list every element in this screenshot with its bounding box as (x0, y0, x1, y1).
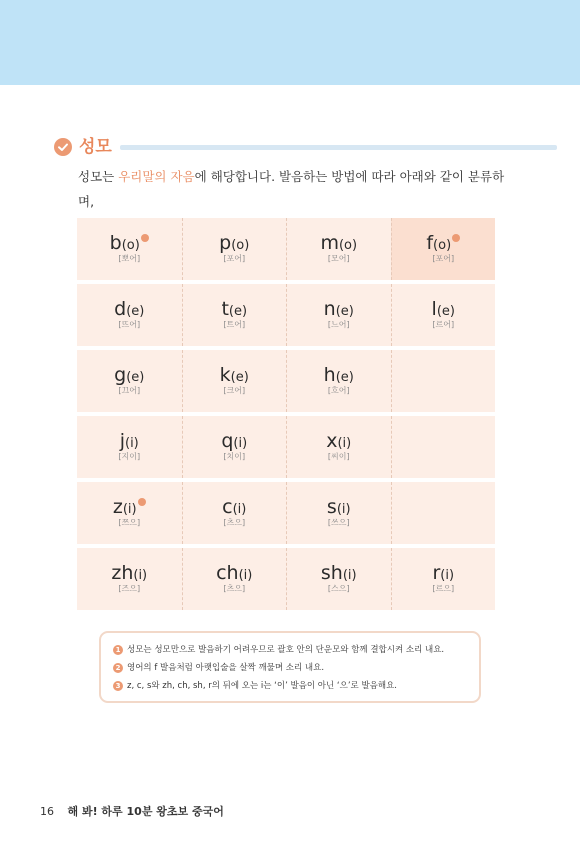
note-text: 영어의 f 발음처럼 아랫입술을 살짝 깨물며 소리 내요. (127, 663, 325, 673)
initial-letter: q (221, 430, 234, 452)
final-vowel: (i) (342, 568, 357, 583)
intro-highlight: 우리말의 자음 (118, 169, 195, 184)
table-row (77, 284, 495, 346)
final-vowel: (o) (433, 238, 452, 253)
note-number-badge: 1 (113, 645, 123, 655)
initial-cell-sh (286, 548, 391, 610)
final-vowel: (i) (238, 568, 253, 583)
initial-letter: x (326, 430, 338, 452)
final-vowel: (i) (336, 502, 351, 517)
initial-cell-f (391, 218, 496, 280)
korean-pronunciation: [포어] (223, 254, 246, 263)
intro-text-pre: 성모는 (78, 169, 119, 184)
final-vowel: (o) (121, 238, 140, 253)
empty-cell (391, 416, 496, 478)
title-rule (120, 145, 557, 150)
korean-pronunciation: [치이] (223, 452, 246, 461)
korean-pronunciation: [포어] (432, 254, 455, 263)
initial-cell-d (77, 284, 182, 346)
initial-cell-k (182, 350, 287, 412)
korean-pronunciation: [모어] (327, 254, 350, 263)
initial-cell-j (77, 416, 182, 478)
initial-letter: ch (216, 562, 239, 584)
table-row (77, 218, 495, 280)
initial-letter: j (119, 430, 125, 452)
check-circle-icon (54, 138, 72, 156)
korean-pronunciation: [씨이] (327, 452, 350, 461)
initial-letter: s (326, 496, 337, 518)
korean-pronunciation: [즈으] (118, 584, 141, 593)
intro-line-1 (78, 164, 508, 214)
final-vowel: (o) (338, 238, 358, 253)
footnote-marker-icon (141, 234, 149, 242)
korean-pronunciation: [츠으] (223, 518, 246, 527)
initial-cell-h (286, 350, 391, 412)
final-vowel: (i) (232, 502, 247, 517)
intro-text-post: 에 해당합니다. 발음하는 방법에 따라 아래와 같이 분류하며, (78, 169, 505, 209)
initial-cell-t (182, 284, 287, 346)
section-header (54, 136, 514, 158)
page-footer (40, 803, 224, 819)
final-vowel: (i) (337, 436, 352, 451)
empty-cell (391, 350, 496, 412)
initials-table (77, 218, 495, 614)
initial-letter: c (222, 496, 233, 518)
initial-cell-l (391, 284, 496, 346)
initial-letter: d (114, 298, 127, 320)
initial-cell-s (286, 482, 391, 544)
korean-pronunciation: [스으] (327, 584, 350, 593)
initial-cell-x (286, 416, 391, 478)
korean-pronunciation: [츠으] (223, 584, 246, 593)
korean-pronunciation: [쯔으] (118, 518, 141, 527)
final-vowel: (i) (440, 568, 455, 583)
korean-pronunciation: [뽀어] (118, 254, 141, 263)
initial-letter: l (431, 298, 437, 320)
footnote-marker-icon (452, 234, 460, 242)
initial-letter: b (109, 232, 122, 254)
korean-pronunciation: [끄어] (118, 386, 141, 395)
page-number: 16 (40, 805, 54, 818)
table-row (77, 416, 495, 478)
final-vowel: (e) (126, 304, 145, 319)
korean-pronunciation: [뜨어] (118, 320, 141, 329)
korean-pronunciation: [쓰으] (327, 518, 350, 527)
initial-cell-n (286, 284, 391, 346)
initial-cell-g (77, 350, 182, 412)
table-row (77, 350, 495, 412)
initial-cell-m (286, 218, 391, 280)
initial-letter: sh (320, 562, 343, 584)
initial-cell-ch (182, 548, 287, 610)
initial-cell-c (182, 482, 287, 544)
initial-letter: h (323, 364, 336, 386)
korean-pronunciation: [르으] (432, 584, 455, 593)
initial-letter: m (320, 232, 339, 254)
note-number-badge: 3 (113, 681, 123, 691)
final-vowel: (o) (231, 238, 250, 253)
initial-letter: zh (111, 562, 134, 584)
note-text: 성모는 성모만으로 발음하기 어려우므로 괄호 안의 단운모와 함께 결합시켜 소리 내요. (127, 645, 445, 655)
final-vowel: (i) (125, 436, 139, 451)
initial-letter: k (219, 364, 231, 386)
final-vowel: (e) (228, 304, 248, 319)
final-vowel: (e) (436, 304, 455, 319)
initial-cell-zh (77, 548, 182, 610)
korean-pronunciation: [트어] (223, 320, 246, 329)
initial-cell-q (182, 416, 287, 478)
initial-letter: f (426, 232, 434, 254)
final-vowel: (i) (133, 568, 148, 583)
final-vowel: (e) (126, 370, 145, 385)
korean-pronunciation: [르어] (432, 320, 455, 329)
initial-letter: n (323, 298, 336, 320)
note-number-badge: 2 (113, 663, 123, 673)
final-vowel: (i) (233, 436, 248, 451)
korean-pronunciation: [느어] (327, 320, 350, 329)
top-banner (0, 0, 580, 85)
initial-letter: z (112, 496, 123, 518)
notes-box (99, 631, 481, 703)
final-vowel: (e) (335, 304, 354, 319)
empty-cell (391, 482, 496, 544)
final-vowel: (e) (230, 370, 249, 385)
initial-cell-z (77, 482, 182, 544)
note-text: z, c, s와 zh, ch, sh, r의 뒤에 오는 i는 ‘이’ 발음이 아닌 ‘으’로 발음해요. (127, 681, 398, 691)
table-row (77, 548, 495, 610)
initial-letter: r (432, 562, 441, 584)
footnote-marker-icon (138, 498, 146, 506)
final-vowel: (i) (122, 502, 137, 517)
final-vowel: (e) (335, 370, 354, 385)
initial-letter: p (219, 232, 232, 254)
initial-cell-r (391, 548, 496, 610)
korean-pronunciation: [지이] (118, 452, 141, 461)
initial-letter: t (221, 298, 229, 320)
initial-cell-p (182, 218, 287, 280)
note-3 (113, 680, 397, 692)
initial-letter: g (114, 364, 127, 386)
table-row (77, 482, 495, 544)
note-2 (113, 662, 324, 674)
book-title: 해 봐! 하루 10분 왕초보 중국어 (67, 805, 224, 818)
initial-cell-b (77, 218, 182, 280)
korean-pronunciation: [흐어] (327, 386, 350, 395)
korean-pronunciation: [크어] (223, 386, 246, 395)
note-1 (113, 644, 444, 656)
section-title: 성모 (79, 137, 112, 157)
